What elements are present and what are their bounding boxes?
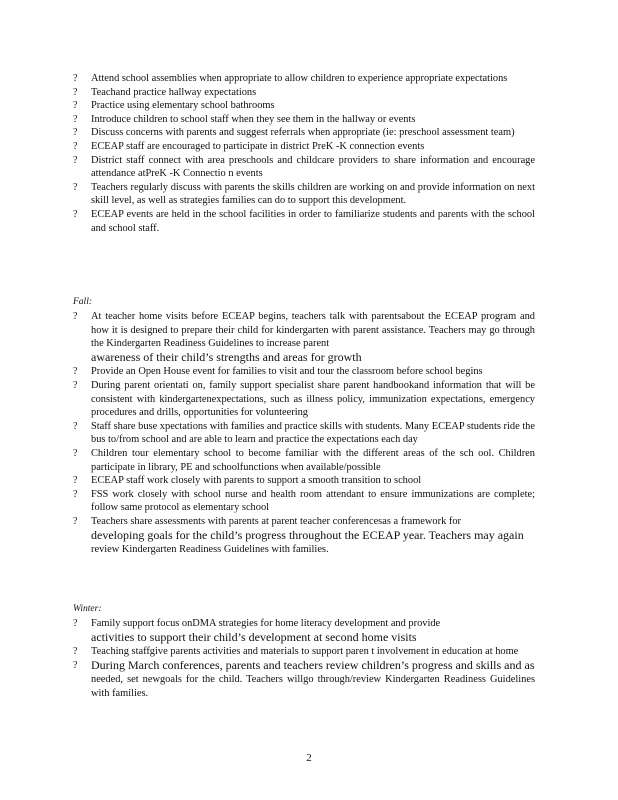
list-item: ? ECEAP events are held in the school facilities in order to familiarize students and parents with the school and school staff. bbox=[73, 208, 535, 234]
bullet-glyph: ? bbox=[73, 311, 78, 322]
bullet-glyph: ? bbox=[73, 475, 78, 487]
bullet-glyph: ? bbox=[73, 420, 78, 432]
transition-activities-list bbox=[73, 72, 535, 235]
list-item: ? Introduce children to school staff when they see them in the hallway or events bbox=[73, 113, 416, 125]
bullet-glyph: ? bbox=[73, 379, 78, 391]
bullet-glyph: ? bbox=[73, 127, 78, 139]
bullet-glyph: ? bbox=[73, 515, 78, 527]
list-item: ? Practice using elementary school bathrooms bbox=[73, 100, 275, 112]
bullet-glyph: ? bbox=[73, 140, 78, 152]
list-item: ? At teacher home visits before ECEAP begins, teachers talk with parentsabout the ECEAP program and how it is designed to prepare their child for kindergarten with parent assistance. Teachers may go through the Kindergarten Readiness Guidelines to increase parent awareness of their child’s strengths and areas for growth bbox=[73, 311, 535, 364]
bullet-glyph: ? bbox=[73, 366, 78, 378]
fall-heading: Fall: bbox=[73, 297, 92, 307]
bullet-glyph: ? bbox=[73, 181, 78, 193]
list-item: ? FSS work closely with school nurse and health room attendant to ensure immunizations are complete; follow same protocol as elementary school bbox=[73, 488, 535, 514]
bullet-glyph: ? bbox=[73, 113, 78, 125]
list-item: ? Teachers share assessments with parents at parent teacher conferencesas a framework for developing goals for the child’s progress throughout the ECEAP year. Teachers may again review Kindergarten Readiness Guidelines with families. bbox=[73, 515, 524, 556]
bullet-glyph: ? bbox=[73, 86, 78, 98]
list-item: ? Teachers regularly discuss with parents the skills children are working on and provide information on next skill level, as well as strategies families can do to support this development. bbox=[73, 181, 535, 207]
bullet-glyph: ? bbox=[73, 618, 78, 629]
list-item: ? Attend school assemblies when appropriate to allow children to experience appropriate expectations bbox=[73, 73, 508, 84]
list-item: ? Teaching staffgive parents activities and materials to support paren t involvement in education at home bbox=[73, 646, 519, 658]
page-number: 2 bbox=[306, 752, 312, 764]
bullet-glyph: ? bbox=[73, 73, 78, 84]
list-item: ? District staff connect with area preschools and childcare providers to share information and encourage attendance atPreK -K Connectio n events bbox=[73, 154, 535, 180]
list-item: ? During parent orientati on, family support specialist share parent handbookand information that will be consistent with kindergartenexpectations, such as illness policy, immunization expectations, emergency procedures and drills, opportunities for volunteering bbox=[73, 379, 535, 419]
list-item: ? Staff share buse xpectations with families and practice skills with students. Many ECEAP students ride the bus to/from school and are able to learn and practice the expectations each day bbox=[73, 420, 535, 446]
list-item: ? ECEAP staff work closely with parents to support a smooth transition to school bbox=[73, 475, 422, 487]
bullet-glyph: ? bbox=[73, 100, 78, 112]
list-item: ? Teachand practice hallway expectations bbox=[73, 86, 257, 98]
list-item: ? Discuss concerns with parents and suggest referrals when appropriate (ie: preschool assessment team) bbox=[73, 127, 515, 139]
fall-activities-list bbox=[73, 310, 535, 557]
bullet-glyph: ? bbox=[73, 646, 78, 658]
winter-heading: Winter: bbox=[73, 604, 102, 614]
bullet-glyph: ? bbox=[73, 488, 78, 500]
list-item: ? During March conferences, parents and teachers review children’s progress and skills and as needed, set newgoals for the child. Teachers willgo through/review Kindergarten Readiness Guidelines with families. bbox=[73, 657, 535, 699]
bullet-glyph: ? bbox=[73, 447, 78, 459]
bullet-glyph: ? bbox=[73, 154, 78, 166]
bullet-glyph: ? bbox=[73, 208, 78, 220]
list-item: ? Provide an Open House event for families to visit and tour the classroom before school begins bbox=[73, 366, 483, 378]
bullet-glyph: ? bbox=[73, 659, 78, 671]
list-item: ? Family support focus onDMA strategies for home literacy development and provide activities to support their child’s development at second home visits bbox=[73, 618, 441, 644]
list-item: ? ECEAP staff are encouraged to participate in district PreK -K connection events bbox=[73, 140, 425, 152]
winter-activities-list bbox=[73, 617, 535, 701]
list-item: ? Children tour elementary school to become familiar with the different areas of the sch ool. Children participate in library, PE and schoolfunctions when available/possible bbox=[73, 447, 535, 473]
